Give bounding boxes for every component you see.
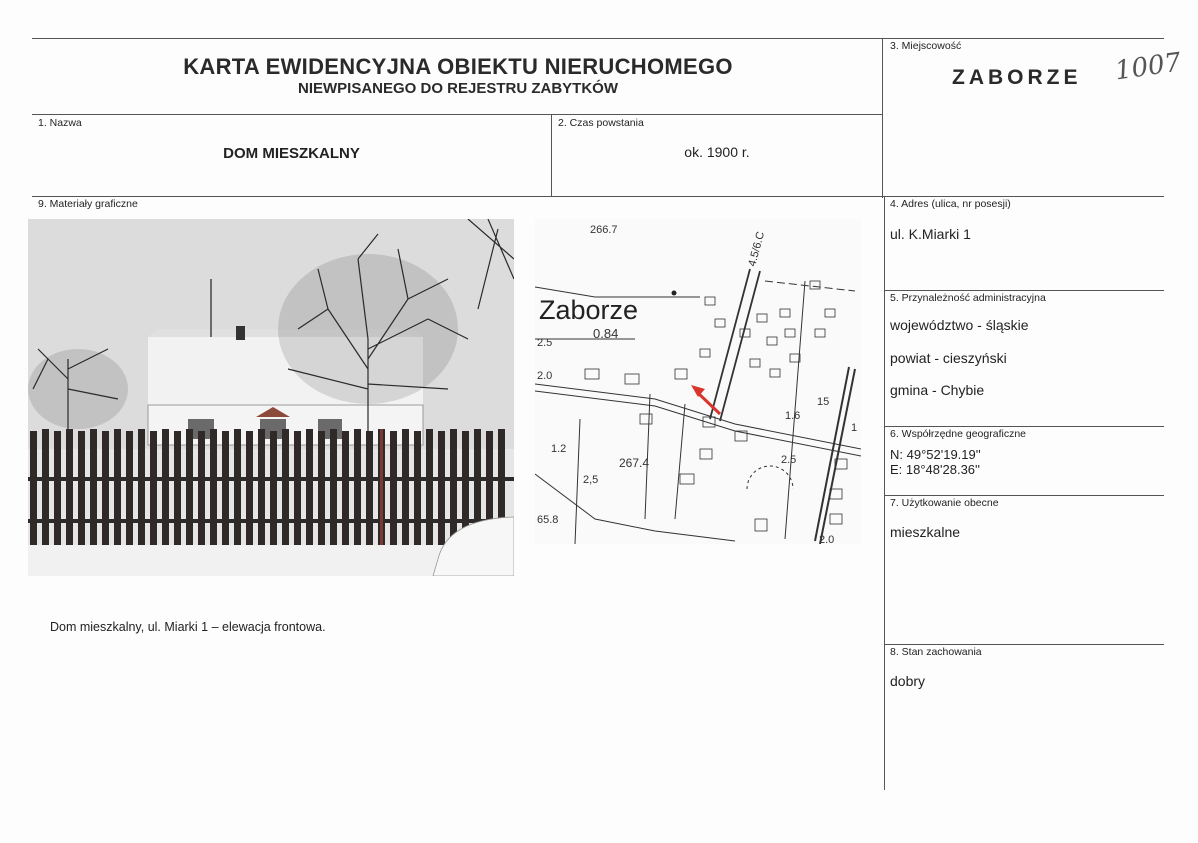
- label-adres: 4. Adres (ulica, nr posesji): [890, 198, 1011, 210]
- map-label: 4.5/6.C: [746, 230, 768, 268]
- map-label: 267.4: [619, 456, 650, 470]
- map-label: 1.6: [785, 410, 801, 422]
- top-border: [32, 38, 1164, 39]
- value-gmina: gmina - Chybie: [890, 382, 985, 398]
- map-label: 1: [851, 422, 858, 434]
- map-label: 2,5: [583, 474, 599, 486]
- photo-caption: Dom mieszkalny, ul. Miarki 1 – elewacja frontowa.: [50, 620, 326, 634]
- map-label: 2.5: [537, 337, 553, 349]
- document-subtitle: NIEWPISANEGO DO REJESTRU ZABYTKÓW: [297, 80, 619, 97]
- label-stan: 8. Stan zachowania: [890, 646, 982, 658]
- label-uzytkowanie: 7. Użytkowanie obecne: [890, 497, 999, 509]
- divider-admin: [884, 426, 1164, 427]
- label-czas: 2. Czas powstania: [558, 117, 644, 129]
- label-miejscowosc: 3. Miejscowość: [890, 40, 962, 52]
- label-nazwa: 1. Nazwa: [38, 117, 82, 129]
- row-divider-2: [32, 196, 1164, 197]
- label-materialy: 9. Materiały graficzne: [38, 198, 138, 210]
- map-label: 266.7: [590, 224, 618, 236]
- value-latitude: N: 49°52'19.19'': [890, 447, 981, 462]
- map-label: 0.84: [593, 326, 619, 341]
- value-longitude: E: 18°48'28.36'': [890, 462, 980, 477]
- location-map: [535, 219, 861, 544]
- handwritten-number: 1007: [1113, 47, 1183, 87]
- map-label: 1.2: [551, 443, 567, 455]
- value-czas: ok. 1900 r.: [684, 144, 750, 160]
- row-divider-1: [32, 114, 882, 115]
- value-powiat: powiat - cieszyński: [890, 350, 1007, 366]
- label-wspolrzedne: 6. Współrzędne geograficzne: [890, 428, 1026, 440]
- value-miejscowosc: ZABORZE: [952, 66, 1082, 89]
- divider-coords: [884, 495, 1164, 496]
- value-wojewodztwo: województwo - śląskie: [890, 317, 1029, 333]
- right-column-divider: [884, 196, 885, 790]
- map-label: 15: [817, 396, 830, 408]
- divider-usage: [884, 644, 1164, 645]
- map-place-label: Zaborze: [539, 295, 639, 325]
- map-label: 65.8: [537, 514, 559, 526]
- map-label: 2.5: [781, 454, 797, 466]
- divider-address: [884, 290, 1164, 291]
- map-label: 2.0: [537, 370, 553, 382]
- value-stan: dobry: [890, 673, 926, 689]
- label-przynaleznosc: 5. Przynależność administracyjna: [890, 292, 1046, 304]
- house-photo: [28, 219, 514, 576]
- value-nazwa: DOM MIESZKALNY: [223, 145, 360, 162]
- value-adres: ul. K.Miarki 1: [890, 226, 971, 242]
- map-label: 2.0: [819, 534, 835, 544]
- value-uzytkowanie: mieszkalne: [890, 524, 961, 540]
- document-title: KARTA EWIDENCYJNA OBIEKTU NIERUCHOMEGO: [183, 54, 733, 79]
